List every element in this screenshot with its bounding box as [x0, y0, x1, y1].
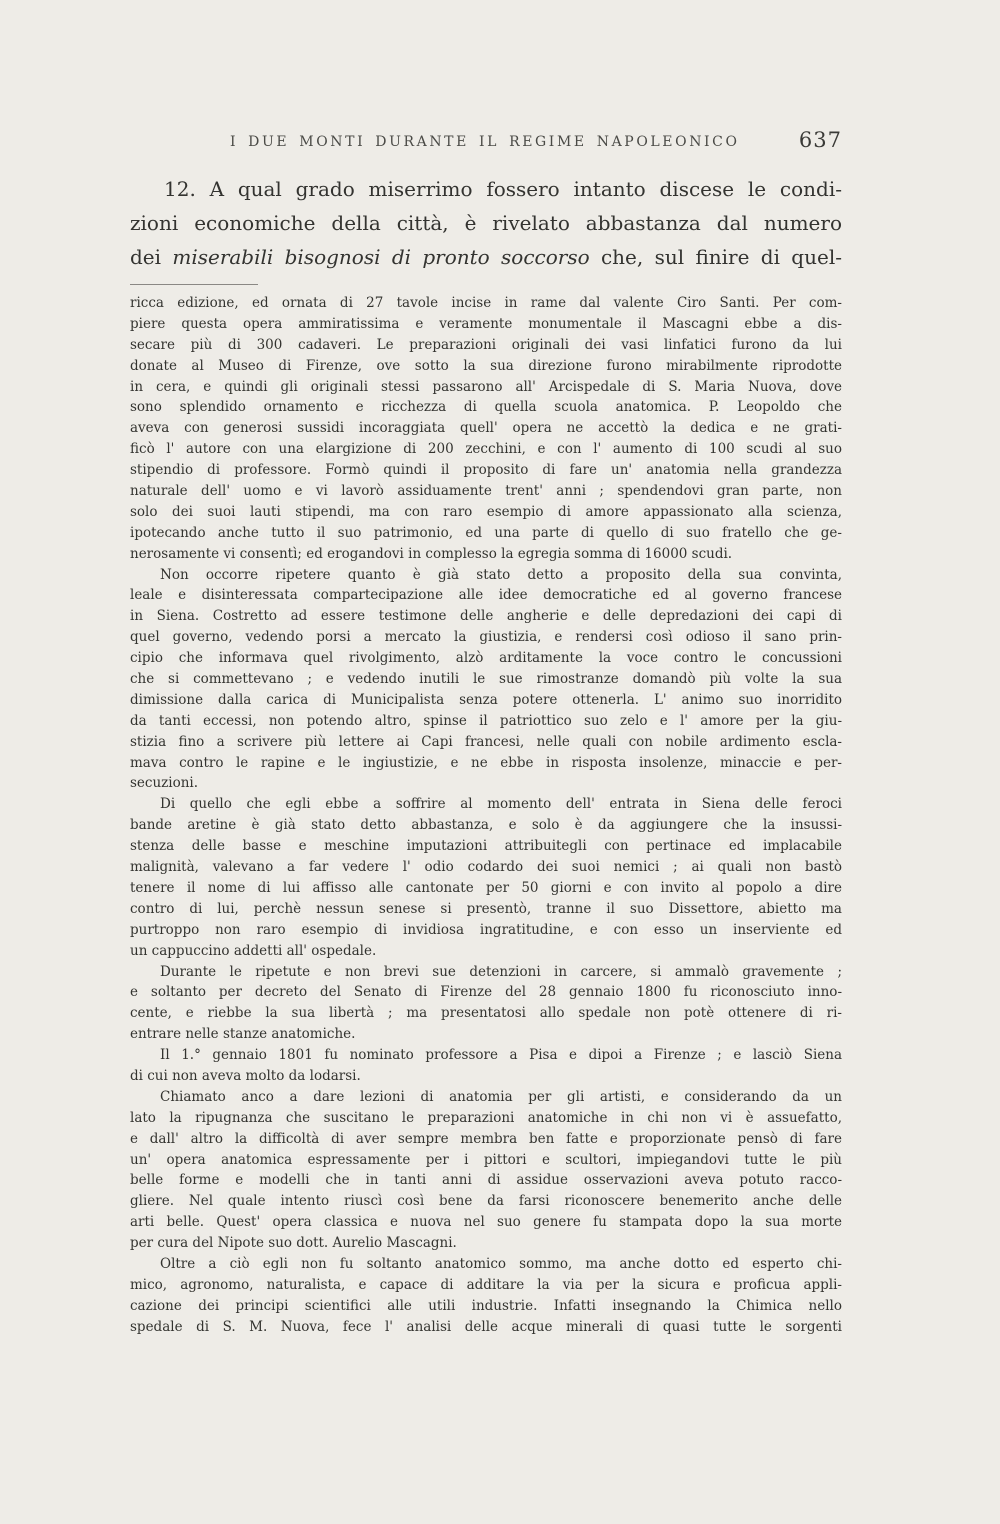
page-number: 637: [798, 128, 842, 152]
footnote-line: bande aretine è già stato detto abbastanza, e solo è da aggiungere che la insussi-: [130, 817, 842, 834]
footnote-line: cente, e riebbe la sua libertà ; ma presentatosi allo spedale non potè ottenere di ri-: [130, 1005, 842, 1022]
footnote-line: in Siena. Costretto ad essere testimone delle angherie e delle depredazioni dei capi di: [130, 608, 842, 625]
footnote-line: nerosamente vi consentì; ed erogandovi in complesso la egregia somma di 16000 scudi.: [130, 545, 733, 562]
footnote-line: naturale dell' uomo e vi lavorò assiduamente trent' anni ; spendendovi gran parte, non: [130, 483, 842, 500]
footnote: [130, 293, 842, 1338]
footnote-line: contro di lui, perchè nessun senese si presentò, tranne il suo Dissettore, abietto ma: [130, 900, 842, 917]
footnote-line: mava contro le rapine e le ingiustizie, e ne ebbe in risposta insolenze, minaccie e per-: [130, 754, 842, 771]
footnote-line: dimissione dalla carica di Municipalista senza potere ottenerla. L' animo suo inorridito: [130, 691, 842, 708]
main-line: 12. A qual grado miserrimo fossero intanto discese le condi-: [164, 177, 842, 201]
footnote-line: un' opera anatomica espressamente per i pittori e scultori, impiegandovi tutte le più: [130, 1151, 842, 1168]
footnote-line: donate al Museo di Firenze, ove sotto la sua direzione furono mirabilmente riprodotte: [130, 357, 842, 374]
footnote-line: entrare nelle stanze anatomiche.: [130, 1026, 356, 1043]
footnote-line: gliere. Nel quale intento riuscì così bene da farsi riconoscere benemerito anche delle: [130, 1193, 842, 1210]
footnote-line: e dall' altro la difficoltà di aver sempre membra ben fatte e proporzionate pensò di fare: [130, 1130, 842, 1147]
footnote-line: solo dei suoi lauti stipendi, ma con raro esempio di amore appassionato alla scienza,: [130, 503, 842, 520]
footnote-line: cazione dei principi scientifici alle utili industrie. Infatti insegnando la Chimica nello: [130, 1297, 842, 1314]
footnote-line: arti belle. Quest' opera classica e nuova nel suo genere fu stampata dopo la sua morte: [130, 1214, 842, 1231]
footnote-line: in cera, e quindi gli originali stessi passarono all' Arcispedale di S. Maria Nuova, dove: [130, 378, 842, 395]
footnote-line: di cui non aveva molto da lodarsi.: [130, 1067, 361, 1084]
footnote-line: ficò l' autore con una elargizione di 200 zecchini, e con l' aumento di 100 scudi al suo: [130, 441, 842, 458]
footnote-line: quel governo, vedendo porsi a mercato la giustizia, e rendersi così odioso il sano prin-: [130, 629, 842, 646]
footnote-line: ipotecando anche tutto il suo patrimonio, ed una parte di quello di suo fratello che ge-: [130, 524, 842, 541]
footnote-line: malignità, valevano a far vedere l' odio codardo dei suoi nemici ; ai quali non bastò: [130, 859, 842, 876]
footnote-line: stipendio di professore. Formò quindi il proposito di fare un' anatomia nella grandezza: [130, 462, 842, 479]
footnote-line: Di quello che egli ebbe a soffrire al momento dell' entrata in Siena delle feroci: [160, 796, 842, 813]
footnote-line: e soltanto per decreto del Senato di Firenze del 28 gennaio 1800 fu riconosciuto inno-: [130, 984, 842, 1001]
footnote-line: spedale di S. M. Nuova, fece l' analisi delle acque minerali di quasi tutte le sorgenti: [130, 1318, 842, 1335]
footnote-line: aveva con generosi sussidi incoraggiata quell' opera ne accettò la dedica e ne grati-: [130, 420, 842, 437]
footnote-line: Chiamato anco a dare lezioni di anatomia per gli artisti, e considerando da un: [160, 1088, 842, 1105]
running-title: I DUE MONTI DURANTE IL REGIME NAPOLEONICO: [230, 134, 740, 150]
footnote-line: leale e disinteressata compartecipazione alle idee democratiche ed al governo francese: [130, 587, 842, 604]
footnote-line: secare più di 300 cadaveri. Le preparazioni originali dei vasi linfatici furono da lui: [130, 336, 842, 353]
footnote-separator: [130, 284, 258, 285]
footnote-line: un cappuccino addetti all' ospedale.: [130, 942, 377, 959]
footnote-line: sono splendido ornamento e ricchezza di quella scuola anatomica. P. Leopoldo che: [130, 399, 842, 416]
main-paragraph: [130, 172, 842, 274]
running-head: [130, 128, 842, 158]
footnote-line: ricca edizione, ed ornata di 27 tavole incise in rame dal valente Ciro Santi. Per com-: [130, 295, 842, 311]
main-line: [130, 240, 842, 274]
footnote-line: da tanti eccessi, non potendo altro, spinse il patriottico suo zelo e l' amore per la giu-: [130, 712, 842, 729]
footnote-line: purtroppo non raro esempio di invidiosa ingratitudine, e con esso un inserviente ed: [130, 921, 842, 938]
footnote-line: Durante le ripetute e non brevi sue detenzioni in carcere, si ammalò gravemente ;: [160, 963, 842, 980]
footnote-line: secuzioni.: [130, 775, 199, 792]
footnote-line: per cura del Nipote suo dott. Aurelio Mascagni.: [130, 1235, 457, 1252]
footnote-line: lato la ripugnanza che suscitano le preparazioni anatomiche in chi non vi è assuefatto,: [130, 1109, 842, 1126]
footnote-line: tenere il nome di lui affisso alle cantonate per 50 giorni e con invito al popolo a dire: [130, 879, 842, 896]
footnote-line: cipio che informava quel rivolgimento, alzò arditamente la voce contro le concussioni: [130, 650, 842, 667]
footnote-line: stenza delle basse e meschine imputazioni attribuitegli con pertinace ed implacabile: [130, 838, 842, 855]
footnote-line: piere questa opera ammiratissima e veramente monumentale il Mascagni ebbe a dis-: [130, 315, 842, 332]
footnote-line: stizia fino a scrivere più lettere ai Capi francesi, nelle quali con nobile ardimento escla-: [130, 733, 842, 750]
footnote-line: mico, agronomo, naturalista, e capace di additare la via per la sicura e proficua appli-: [130, 1276, 842, 1293]
main-line: zioni economiche della città, è rivelato abbastanza dal numero: [130, 211, 842, 235]
footnote-line: che si commettevano ; e vedendo inutili le sue rimostranze domandò più volte la sua: [130, 671, 842, 688]
italic-phrase: miserabili bisognosi di pronto soccorso: [172, 245, 590, 269]
footnote-line: Il 1.° gennaio 1801 fu nominato professore a Pisa e dipoi a Firenze ; e lasciò Siena: [160, 1047, 842, 1064]
footnote-line: Non occorre ripetere quanto è già stato detto a proposito della sua convinta,: [160, 566, 842, 583]
main-line-text: dei: [130, 245, 173, 269]
footnote-line: belle forme e modelli che in tanti anni di assidue osservazioni aveva potuto racco-: [130, 1172, 842, 1189]
main-line-text: che, sul finire di quel-: [589, 245, 842, 269]
footnote-line: Oltre a ciò egli non fu soltanto anatomico sommo, ma anche dotto ed esperto chi-: [160, 1255, 842, 1272]
